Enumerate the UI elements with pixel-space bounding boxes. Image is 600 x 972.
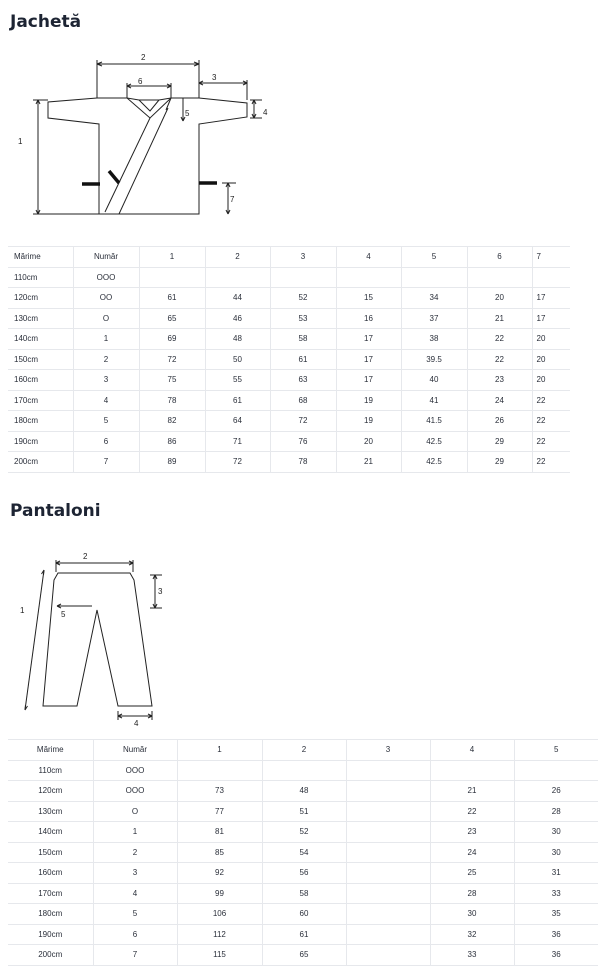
jacket-table-cell: 65: [139, 308, 205, 329]
jacket-table-cell: 130cm: [8, 308, 73, 329]
jacket-table-row: [8, 390, 570, 411]
pants-table-cell: 23: [430, 822, 514, 843]
jacket-table-cell: 20: [336, 431, 401, 452]
jacket-table-row: [8, 370, 570, 391]
jacket-label-6: 6: [138, 77, 143, 86]
jacket-table-cell: 42.5: [401, 431, 467, 452]
jacket-table-cell: Mărime: [8, 247, 73, 268]
pants-table-cell: 51: [262, 801, 346, 822]
jacket-table-cell: 150cm: [8, 349, 73, 370]
jacket-table-cell: 37: [401, 308, 467, 329]
pants-table-row: [8, 781, 598, 802]
jacket-table-row: [8, 308, 570, 329]
jacket-table-cell: 26: [467, 411, 532, 432]
pants-table-row: [8, 801, 598, 822]
jacket-table-row: [8, 411, 570, 432]
jacket-table-cell: 29: [467, 431, 532, 452]
pants-table-cell: 115: [177, 945, 262, 966]
jacket-table-cell: 72: [139, 349, 205, 370]
jacket-table-cell: 3: [73, 370, 139, 391]
jacket-table-cell: 29: [467, 452, 532, 473]
pants-table-cell: 7: [93, 945, 177, 966]
pants-table-cell: 180cm: [8, 904, 93, 925]
jacket-table-cell: 17: [532, 288, 570, 309]
jacket-table-cell: [139, 267, 205, 288]
jacket-table-cell: 55: [205, 370, 270, 391]
jacket-table-cell: 21: [467, 308, 532, 329]
pants-table-cell: O: [93, 801, 177, 822]
jacket-table-cell: 86: [139, 431, 205, 452]
pants-label-5: 5: [61, 610, 66, 619]
jacket-table-cell: 76: [270, 431, 336, 452]
pants-table-cell: 24: [430, 842, 514, 863]
jacket-table-cell: 69: [139, 329, 205, 350]
jacket-table-cell: 72: [270, 411, 336, 432]
pants-table-cell: 92: [177, 863, 262, 884]
pants-table-cell: 22: [430, 801, 514, 822]
jacket-table-row: [8, 349, 570, 370]
jacket-table-cell: 17: [532, 308, 570, 329]
jacket-table-cell: 22: [532, 390, 570, 411]
pants-table-cell: [346, 945, 430, 966]
jacket-table-row: [8, 267, 570, 288]
pants-table-cell: [346, 904, 430, 925]
jacket-table-cell: 41: [401, 390, 467, 411]
jacket-table-cell: 78: [139, 390, 205, 411]
jacket-table-cell: 39.5: [401, 349, 467, 370]
pants-table-cell: 200cm: [8, 945, 93, 966]
jacket-table-cell: 1: [139, 247, 205, 268]
pants-table-cell: 48: [262, 781, 346, 802]
pants-table-row: [8, 760, 598, 781]
pants-table-cell: 77: [177, 801, 262, 822]
pants-table-cell: 3: [346, 740, 430, 761]
jacket-table-cell: 68: [270, 390, 336, 411]
jacket-table-cell: 6: [467, 247, 532, 268]
jacket-table-cell: 17: [336, 349, 401, 370]
jacket-label-7: 7: [230, 195, 235, 204]
pants-table-row: [8, 863, 598, 884]
jacket-table-cell: [205, 267, 270, 288]
pants-table-cell: Număr: [93, 740, 177, 761]
jacket-table-cell: 19: [336, 390, 401, 411]
pants-table-row: [8, 822, 598, 843]
jacket-table-row: [8, 288, 570, 309]
pants-table-cell: 106: [177, 904, 262, 925]
pants-table-cell: 52: [262, 822, 346, 843]
pants-table-cell: 73: [177, 781, 262, 802]
jacket-label-5: 5: [185, 109, 190, 118]
pants-table-cell: 6: [93, 924, 177, 945]
pants-diagram: [0, 545, 200, 730]
pants-table-cell: [430, 760, 514, 781]
pants-table-cell: [346, 801, 430, 822]
jacket-label-4: 4: [263, 108, 268, 117]
pants-table-cell: 61: [262, 924, 346, 945]
jacket-table-cell: 22: [532, 411, 570, 432]
jacket-table-cell: 58: [270, 329, 336, 350]
pants-table-row: [8, 924, 598, 945]
jacket-table-cell: 82: [139, 411, 205, 432]
jacket-table-cell: 61: [270, 349, 336, 370]
jacket-table-cell: 78: [270, 452, 336, 473]
jacket-table-cell: 61: [205, 390, 270, 411]
jacket-table-cell: 38: [401, 329, 467, 350]
jacket-table-cell: O: [73, 308, 139, 329]
pants-table-cell: [346, 924, 430, 945]
pants-table-cell: 170cm: [8, 883, 93, 904]
pants-table-cell: 5: [514, 740, 598, 761]
pants-table-cell: 112: [177, 924, 262, 945]
jacket-table-cell: 34: [401, 288, 467, 309]
pants-table-cell: 32: [430, 924, 514, 945]
pants-table-cell: 2: [262, 740, 346, 761]
jacket-table-cell: 2: [205, 247, 270, 268]
pants-table-cell: 65: [262, 945, 346, 966]
jacket-table-cell: 50: [205, 349, 270, 370]
jacket-table-cell: 20: [532, 349, 570, 370]
jacket-label-3: 3: [212, 73, 217, 82]
jacket-table-cell: 120cm: [8, 288, 73, 309]
jacket-table-cell: 5: [73, 411, 139, 432]
jacket-table-cell: 4: [336, 247, 401, 268]
jacket-table-cell: 53: [270, 308, 336, 329]
jacket-table-cell: OO: [73, 288, 139, 309]
pants-table-cell: OOO: [93, 781, 177, 802]
pants-table-cell: 26: [514, 781, 598, 802]
jacket-table-cell: [467, 267, 532, 288]
pants-table-cell: 1: [93, 822, 177, 843]
jacket-table-cell: [401, 267, 467, 288]
jacket-table-cell: 21: [336, 452, 401, 473]
pants-table-cell: 30: [430, 904, 514, 925]
pants-table-cell: OOO: [93, 760, 177, 781]
pants-table-cell: 2: [93, 842, 177, 863]
pants-table-cell: 140cm: [8, 822, 93, 843]
jacket-diagram: [0, 40, 300, 230]
jacket-label-2: 2: [141, 53, 146, 62]
pants-table-cell: [346, 760, 430, 781]
jacket-table-cell: 20: [532, 370, 570, 391]
jacket-table-cell: [532, 267, 570, 288]
pants-table-cell: [346, 842, 430, 863]
jacket-table-cell: 71: [205, 431, 270, 452]
jacket-table-cell: 17: [336, 370, 401, 391]
jacket-table-cell: [270, 267, 336, 288]
jacket-table-cell: 20: [467, 288, 532, 309]
jacket-table-cell: 41.5: [401, 411, 467, 432]
pants-table-row: [8, 883, 598, 904]
pants-table-row: [8, 842, 598, 863]
pants-table-cell: 35: [514, 904, 598, 925]
jacket-table-row: [8, 329, 570, 350]
jacket-table-cell: 2: [73, 349, 139, 370]
jacket-table-cell: 61: [139, 288, 205, 309]
jacket-table-cell: 40: [401, 370, 467, 391]
jacket-table-cell: 63: [270, 370, 336, 391]
pants-table-cell: 31: [514, 863, 598, 884]
pants-table-header-row: [8, 740, 598, 761]
jacket-table-row: [8, 452, 570, 473]
pants-size-table: [8, 739, 598, 966]
jacket-table-cell: 19: [336, 411, 401, 432]
jacket-table-cell: 22: [467, 349, 532, 370]
jacket-table-header-row: [8, 247, 570, 268]
jacket-label-1: 1: [18, 137, 23, 146]
jacket-table-cell: 110cm: [8, 267, 73, 288]
pants-table-cell: 25: [430, 863, 514, 884]
pants-table-cell: [346, 883, 430, 904]
jacket-table-cell: 23: [467, 370, 532, 391]
pants-table-cell: 36: [514, 945, 598, 966]
jacket-table-cell: 20: [532, 329, 570, 350]
pants-table-cell: [514, 760, 598, 781]
pants-table-row: [8, 904, 598, 925]
pants-table-cell: 33: [514, 883, 598, 904]
pants-label-2: 2: [83, 552, 88, 561]
jacket-table-cell: 22: [467, 329, 532, 350]
jacket-table-cell: 48: [205, 329, 270, 350]
pants-table-cell: [177, 760, 262, 781]
jacket-table-cell: 3: [270, 247, 336, 268]
pants-table-cell: 60: [262, 904, 346, 925]
pants-table-cell: [346, 863, 430, 884]
jacket-table-cell: 75: [139, 370, 205, 391]
jacket-table-cell: 44: [205, 288, 270, 309]
pants-label-1: 1: [20, 606, 25, 615]
pants-title: Pantaloni: [10, 501, 101, 521]
jacket-table-cell: 22: [532, 431, 570, 452]
jacket-table-cell: 64: [205, 411, 270, 432]
jacket-table-cell: 22: [532, 452, 570, 473]
pants-table-cell: 28: [430, 883, 514, 904]
jacket-table-cell: 5: [401, 247, 467, 268]
jacket-table-cell: 46: [205, 308, 270, 329]
jacket-table-cell: Număr: [73, 247, 139, 268]
jacket-table-row: [8, 431, 570, 452]
jacket-table-cell: 140cm: [8, 329, 73, 350]
jacket-table-cell: 17: [336, 329, 401, 350]
jacket-table-cell: 190cm: [8, 431, 73, 452]
pants-table-cell: 54: [262, 842, 346, 863]
pants-table-row: [8, 945, 598, 966]
pants-table-cell: [346, 822, 430, 843]
pants-table-cell: 150cm: [8, 842, 93, 863]
pants-table-cell: 130cm: [8, 801, 93, 822]
pants-table-cell: Mărime: [8, 740, 93, 761]
jacket-table-cell: 7: [532, 247, 570, 268]
jacket-table-cell: 6: [73, 431, 139, 452]
pants-table-cell: 33: [430, 945, 514, 966]
pants-table-cell: 30: [514, 822, 598, 843]
jacket-table-cell: 200cm: [8, 452, 73, 473]
pants-table-cell: 28: [514, 801, 598, 822]
pants-label-4: 4: [134, 719, 139, 728]
jacket-table-cell: OOO: [73, 267, 139, 288]
pants-table-cell: 5: [93, 904, 177, 925]
jacket-table-cell: 89: [139, 452, 205, 473]
jacket-table-cell: 52: [270, 288, 336, 309]
jacket-title: Jachetă: [10, 12, 82, 32]
pants-table-cell: 56: [262, 863, 346, 884]
jacket-table-cell: 1: [73, 329, 139, 350]
pants-table-cell: 160cm: [8, 863, 93, 884]
pants-table-cell: 4: [93, 883, 177, 904]
jacket-table-cell: 72: [205, 452, 270, 473]
jacket-table-cell: 15: [336, 288, 401, 309]
pants-table-cell: [262, 760, 346, 781]
pants-table-cell: 21: [430, 781, 514, 802]
pants-table-cell: 30: [514, 842, 598, 863]
jacket-table-cell: 42.5: [401, 452, 467, 473]
pants-table-cell: 1: [177, 740, 262, 761]
pants-table-cell: 110cm: [8, 760, 93, 781]
pants-table-cell: 3: [93, 863, 177, 884]
jacket-table-cell: 16: [336, 308, 401, 329]
pants-table-cell: 36: [514, 924, 598, 945]
jacket-table-cell: 4: [73, 390, 139, 411]
pants-table-cell: 58: [262, 883, 346, 904]
pants-table-cell: 85: [177, 842, 262, 863]
pants-table-cell: 190cm: [8, 924, 93, 945]
jacket-table-cell: 160cm: [8, 370, 73, 391]
jacket-size-table: [8, 246, 570, 473]
jacket-table-cell: 7: [73, 452, 139, 473]
jacket-table-cell: 24: [467, 390, 532, 411]
pants-table-cell: [346, 781, 430, 802]
jacket-table-cell: [336, 267, 401, 288]
jacket-table-cell: 180cm: [8, 411, 73, 432]
pants-table-cell: 99: [177, 883, 262, 904]
jacket-table-cell: 170cm: [8, 390, 73, 411]
pants-table-cell: 120cm: [8, 781, 93, 802]
pants-table-cell: 81: [177, 822, 262, 843]
pants-table-cell: 4: [430, 740, 514, 761]
pants-label-3: 3: [158, 587, 163, 596]
